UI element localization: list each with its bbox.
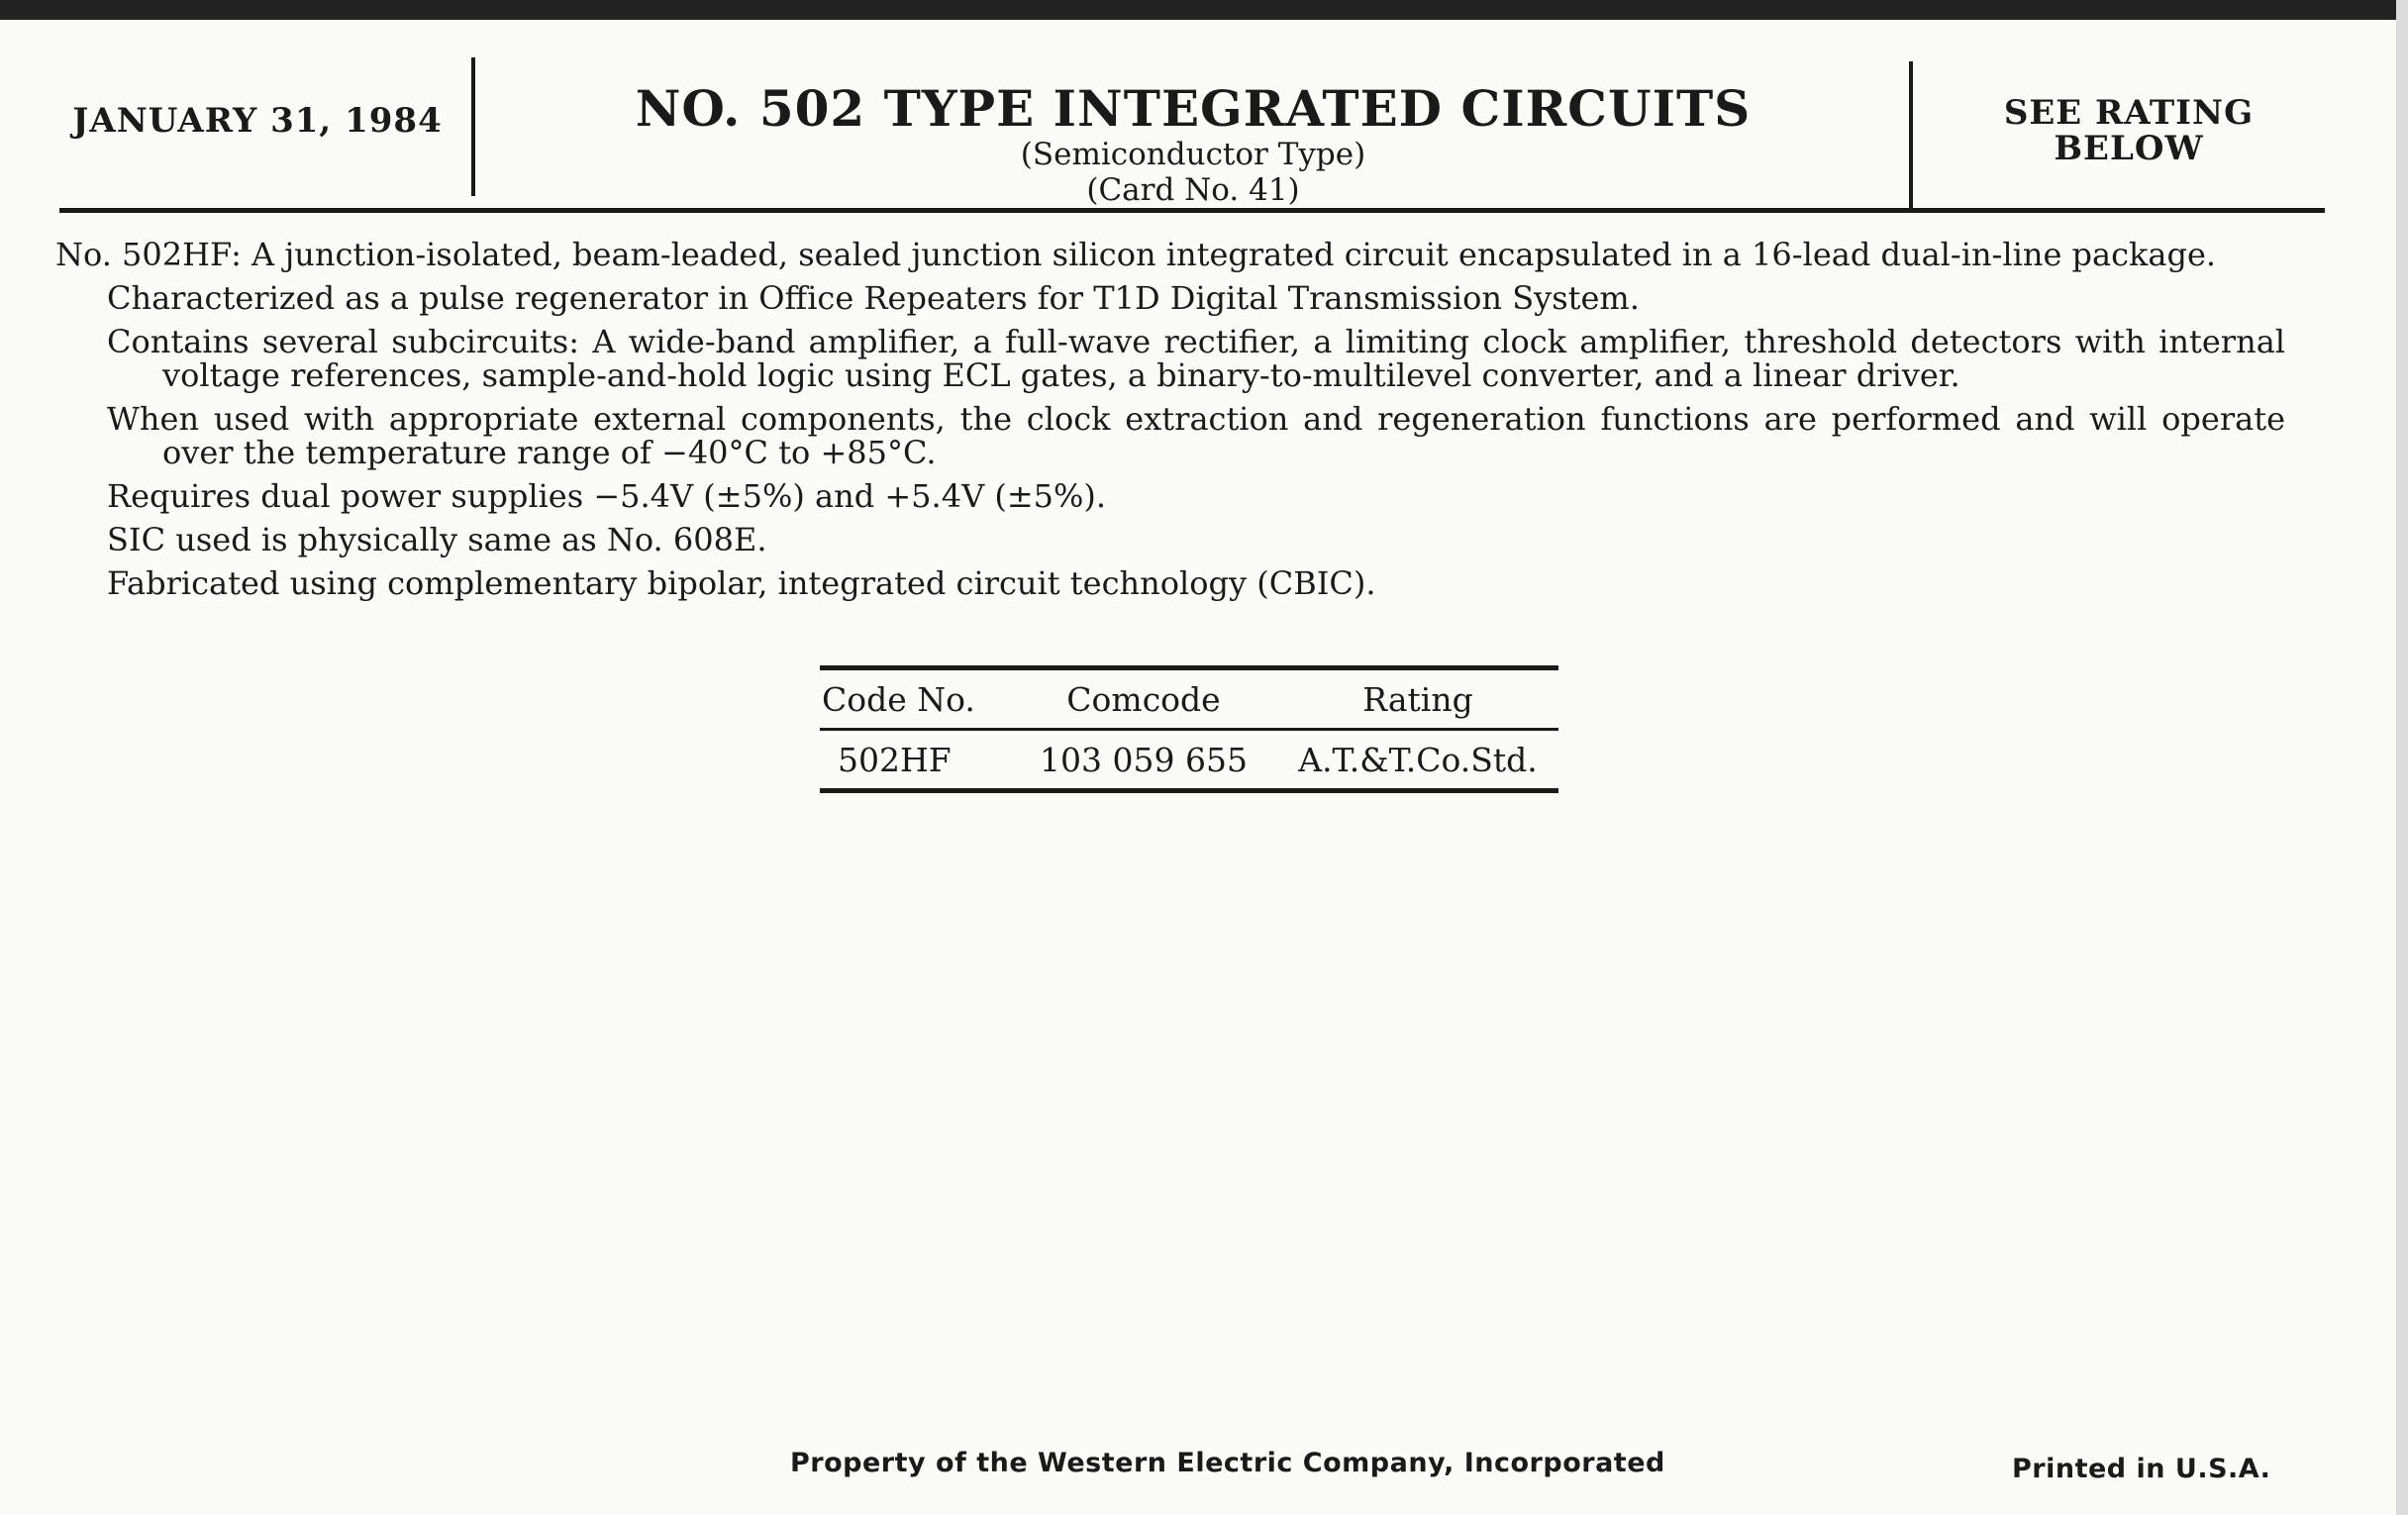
column-header-code: Code No. — [822, 679, 975, 719]
rating-note — [1911, 95, 2347, 166]
cell-comcode: 103 059 655 — [1040, 740, 1248, 779]
paragraph-description: No. 502HF: A junction-isolated, beam-leaded, sealed junction silicon integrated circuit encapsulated in a 16-lead dual-in-line package. — [55, 236, 2217, 273]
header-rule — [59, 208, 2325, 213]
column-header-comcode: Comcode — [1066, 679, 1221, 719]
paragraph-subcircuits: Contains several subcircuits: A wide-band amplifier, a full-wave rectifier, a limiting clock amplifier, threshold detectors with internal voltage references, sample-and-hold logic using ECL gates, a binary-to-multilevel converter, and a linear driver. — [107, 323, 2285, 394]
paragraph-fabrication: Fabricated using complementary bipolar, integrated circuit technology (CBIC). — [107, 564, 1376, 602]
scan-top-edge — [0, 0, 2408, 20]
paragraph-operation: When used with appropriate external components, the clock extraction and regeneration functions are performed and will operate over the temperature range of −40°C to +85°C. — [107, 400, 2285, 471]
paragraph-characterized: Characterized as a pulse regenerator in Office Repeaters for T1D Digital Transmission System. — [107, 279, 1640, 317]
footer-property: Property of the Western Electric Company, Incorporated — [790, 1448, 1665, 1478]
paragraph-power: Requires dual power supplies −5.4V (±5%) and +5.4V (±5%). — [107, 477, 1107, 515]
cell-code: 502HF — [838, 740, 952, 779]
card-date: JANUARY 31, 1984 — [72, 101, 443, 141]
rating-note-line2: BELOW — [2054, 129, 2204, 168]
column-header-rating: Rating — [1362, 679, 1473, 719]
scan-right-edge — [2396, 0, 2408, 1515]
table-row — [820, 731, 1558, 788]
paragraph-sic: SIC used is physically same as No. 608E. — [107, 521, 767, 558]
cell-rating: A.T.&T.Co.Std. — [1298, 740, 1538, 779]
card-header-title — [475, 81, 1911, 208]
rating-note-line1: SEE RATING — [2003, 93, 2255, 133]
data-card — [0, 20, 2396, 1515]
code-table — [820, 665, 1558, 793]
footer-printed: Printed in U.S.A. — [2012, 1454, 2271, 1484]
code-table-header — [820, 670, 1558, 731]
page-subtitle: (Semiconductor Type) — [1020, 137, 1366, 172]
card-number: (Card No. 41) — [1086, 172, 1300, 208]
page-title: NO. 502 TYPE INTEGRATED CIRCUITS — [635, 79, 1752, 138]
description-body — [55, 236, 2285, 610]
